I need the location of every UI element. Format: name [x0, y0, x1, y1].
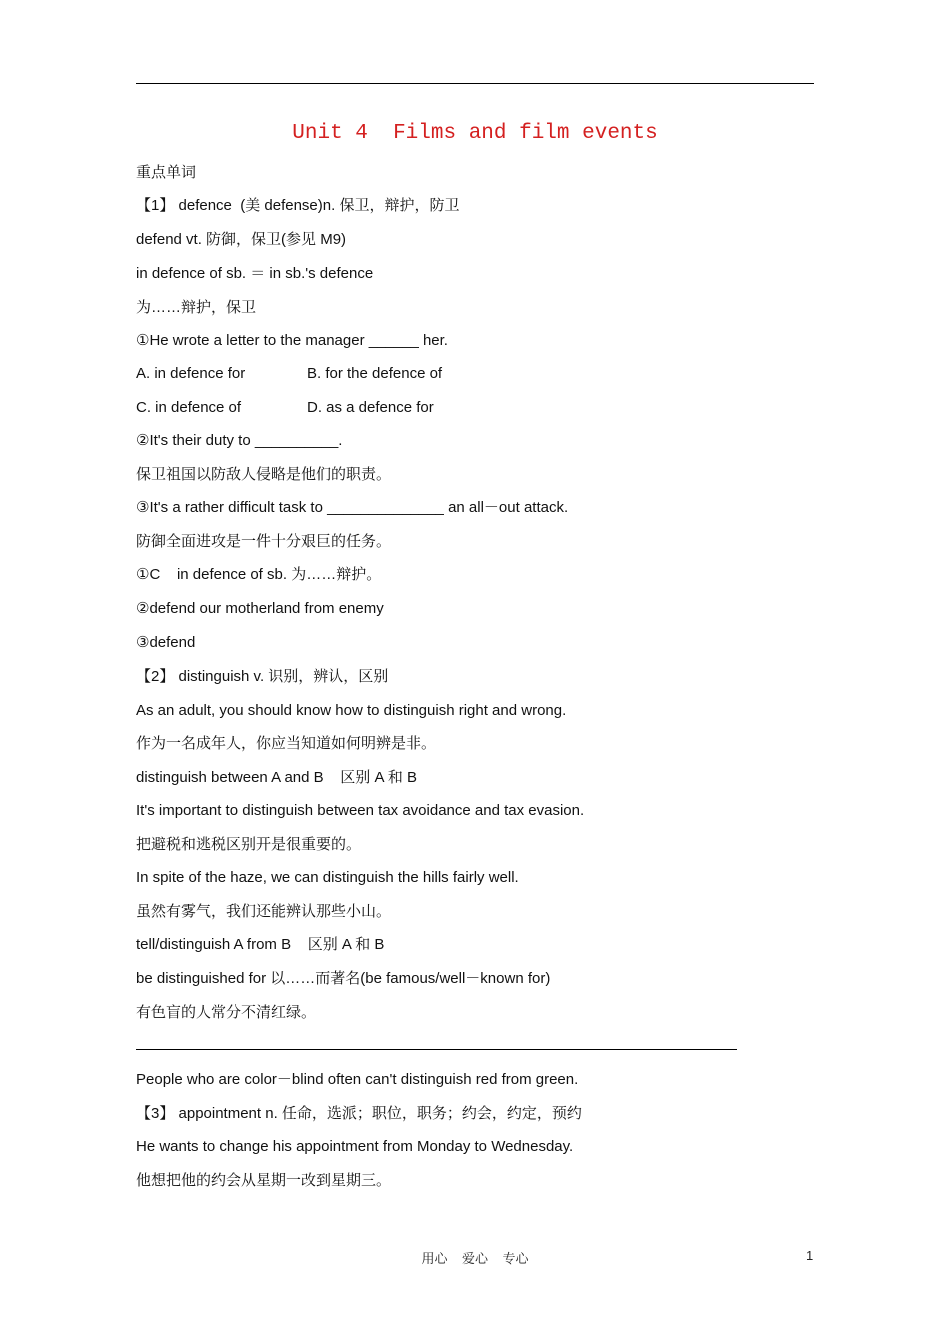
text-line: 有色盲的人常分不清红绿。: [136, 1004, 317, 1021]
question-line: ③It's a rather difficult task to ______________ an all－out attack.: [136, 499, 569, 516]
text-line: 为……辩护，保卫: [136, 299, 257, 316]
text-line: in defence of sb. ＝ in sb.'s defence: [136, 265, 374, 282]
top-rule: [136, 83, 814, 84]
text-line: He wants to change his appointment from Monday to Wednesday.: [136, 1138, 574, 1155]
text-line: People who are color－blind often can't distinguish red from green.: [136, 1071, 579, 1088]
page-number: 1: [806, 1248, 814, 1263]
text-line: 防御全面进攻是一件十分艰巨的任务。: [136, 533, 392, 550]
page-footer: 用心 爱心 专心: [421, 1251, 529, 1266]
text-line: As an adult, you should know how to distinguish right and wrong.: [136, 702, 567, 719]
text-line: 保卫祖国以防敌人侵略是他们的职责。: [136, 466, 392, 483]
text-line: be distinguished for 以……而著名(be famous/well－known for): [136, 970, 551, 987]
text-line: tell/distinguish A from B 区别 A 和 B: [136, 936, 385, 953]
answer-blank-rule: [136, 1049, 737, 1050]
text-line: 【1】 defence (美 defense)n. 保卫，辩护，防卫: [136, 197, 460, 214]
text-line: distinguish between A and B 区别 A 和 B: [136, 769, 417, 786]
text-line: 他想把他的约会从星期一改到星期三。: [136, 1172, 392, 1189]
answer-line: ①C in defence of sb. 为……辩护。: [136, 566, 382, 583]
text-line: In spite of the haze, we can distinguish the hills fairly well.: [136, 869, 519, 886]
page-title: Unit 4 Films and film events: [292, 122, 658, 145]
option-d: D. as a defence for: [307, 399, 434, 416]
answer-line: ③defend: [136, 634, 196, 651]
text-line: defend vt. 防御，保卫(参见 M9): [136, 231, 347, 248]
option-b: B. for the defence of: [307, 365, 443, 382]
text-line: It's important to distinguish between tax avoidance and tax evasion.: [136, 802, 585, 819]
text-line: 作为一名成年人，你应当知道如何明辨是非。: [136, 735, 437, 752]
question-line: ②It's their duty to __________.: [136, 432, 343, 449]
option-a: A. in defence for: [136, 365, 246, 382]
text-line: 【3】 appointment n. 任命，选派；职位，职务；约会，约定，预约: [136, 1105, 582, 1122]
text-line: 把避税和逃税区别开是很重要的。: [136, 836, 362, 853]
text-line: 【2】 distinguish v. 识别，辨认，区别: [136, 668, 389, 685]
question-line: ①He wrote a letter to the manager ______ her.: [136, 332, 448, 349]
text-line: 重点单词: [136, 164, 197, 181]
text-line: 虽然有雾气，我们还能辨认那些小山。: [136, 903, 392, 920]
option-c: C. in defence of: [136, 399, 242, 416]
answer-line: ②defend our motherland from enemy: [136, 600, 384, 617]
